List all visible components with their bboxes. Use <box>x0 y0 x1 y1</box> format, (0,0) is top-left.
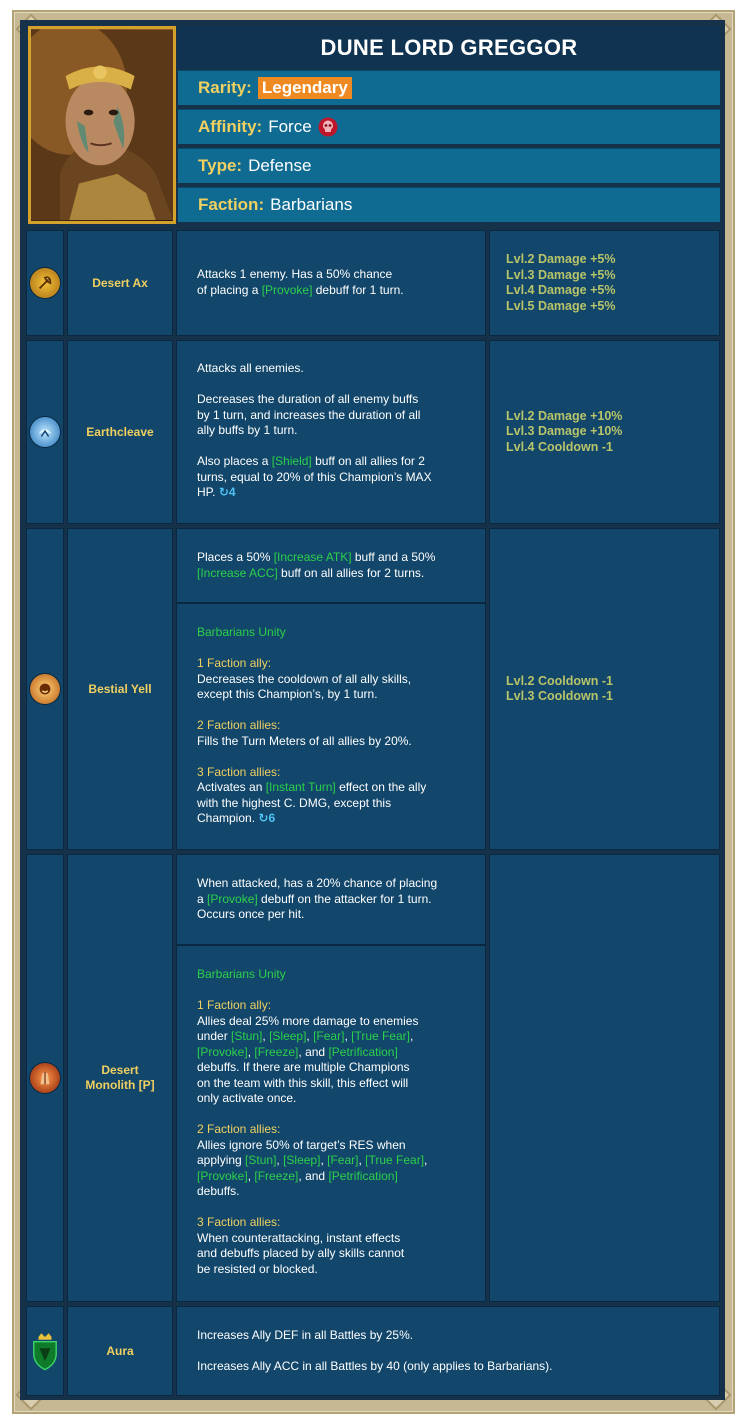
desc-line: with the highest C. DMG, except this <box>197 795 392 810</box>
cooldown-icon: ↻ <box>218 485 229 499</box>
desc-line: by 1 turn, and increases the duration of all <box>197 407 421 422</box>
desc-text: Also places a <box>197 454 272 468</box>
desc-line: Fills the Turn Meters of all allies by 20%. <box>197 733 412 748</box>
desc-text: HP. <box>197 485 216 499</box>
desc-line: debuffs. <box>197 1184 240 1198</box>
increase-acc-buff-term: [Increase ACC] <box>197 565 278 580</box>
level-up-line: Lvl.5 Damage +5% <box>506 298 616 313</box>
force-skull-icon <box>318 117 338 137</box>
cooldown-icon: ↻ <box>258 811 269 825</box>
skill-name: Monolith [P] <box>85 1078 155 1092</box>
skill-icon-cell <box>26 854 64 1302</box>
skill-name: Aura <box>106 1343 134 1358</box>
desc-text: buff on all allies for 2 turns. <box>277 565 425 580</box>
desc-line: except this Champion’s, by 1 turn. <box>197 687 378 701</box>
faction-tier-heading: 2 Faction allies: <box>197 1122 281 1136</box>
rarity-badge: Legendary <box>258 77 352 99</box>
instant-turn-term: [Instant Turn] <box>265 780 336 794</box>
desc-line: Attacks all enemies. <box>197 361 304 375</box>
faction-tier-heading: 1 Faction ally: <box>197 656 272 670</box>
shield-buff-term: [Shield] <box>271 454 312 468</box>
freeze-term: [Freeze] <box>254 1044 299 1059</box>
desc-line: When counterattacking, instant effects <box>197 1230 401 1245</box>
skill-name: Desert Ax <box>92 275 148 290</box>
skill-icon-cell <box>26 230 64 336</box>
skill-name: Bestial Yell <box>88 681 152 696</box>
skill-level-ups <box>489 230 720 336</box>
provoke-term: [Provoke] <box>197 1168 248 1183</box>
skill-level-ups <box>489 340 720 524</box>
level-up-line: Lvl.3 Damage +5% <box>506 267 616 282</box>
provoke-debuff-term: [Provoke] <box>261 282 313 297</box>
sleep-term: [Sleep] <box>283 1153 321 1167</box>
champion-portrait <box>28 26 176 224</box>
faction-row <box>178 187 720 222</box>
desc-line: debuffs. If there are multiple Champions <box>197 1060 410 1074</box>
desc-text: and <box>305 1168 326 1183</box>
champion-name: DUNE LORD GREGGOR <box>320 34 578 60</box>
desc-line: Increases Ally ACC in all Battles by 40 (only applies to Barbarians). <box>197 1359 553 1373</box>
level-up-line: Lvl.3 Damage +10% <box>506 424 623 439</box>
skill-description <box>176 528 486 603</box>
level-up-line: Lvl.3 Cooldown -1 <box>506 689 613 703</box>
yell-icon <box>30 674 60 704</box>
skill-level-ups <box>489 854 720 1302</box>
stun-term: [Stun] <box>231 1029 263 1043</box>
skill-level-ups <box>489 528 720 850</box>
faction-unity-description: Barbarians Unity 1 Faction ally: Allies deal 25% more damage to enemies under [Stun], [Sleep], [Fear], [True Fear], [Provoke], [Freeze], and [Petrification] debuffs. If there are multiple Champions on the team with this skill, this effect will only activate once. 2 Faction allies: Allies ignore 50% of target’s RES when applying [Stun], [Sleep], [Fear], [True Fear], [Provoke], [Freeze], and [Petrification] debuffs. 3 Faction allies: When counterattacking, instant effects and debuffs placed by ally skills cannot be resisted or blocked. <box>176 945 486 1302</box>
freeze-term: [Freeze] <box>254 1168 299 1183</box>
desc-line: Attacks 1 enemy. Has a 50% chance <box>197 267 393 281</box>
desc-text: Places a 50% <box>197 550 274 564</box>
desc-text: buff on all allies for 2 <box>311 454 425 468</box>
desc-line: turns, equal to 20% of this Champion’s MAX <box>197 469 432 484</box>
skill-icon-cell <box>26 528 64 850</box>
skill-description <box>176 340 486 524</box>
faction-tier-heading: 3 Faction allies: <box>197 1215 281 1229</box>
skill-name-cell <box>67 1306 173 1396</box>
petrification-term: [Petrification] <box>328 1168 398 1183</box>
faction-tier-heading: 2 Faction allies: <box>197 718 281 732</box>
level-up-line: Lvl.2 Damage +10% <box>506 408 623 423</box>
desc-text: a <box>197 891 208 906</box>
sleep-term: [Sleep] <box>269 1029 307 1043</box>
petrification-term: [Petrification] <box>328 1044 398 1059</box>
desc-line: Allies deal 25% more damage to enemies <box>197 1013 419 1028</box>
desc-text: and <box>305 1044 326 1059</box>
desc-text: applying <box>197 1153 246 1167</box>
level-up-line: Lvl.4 Cooldown -1 <box>506 439 613 454</box>
aura-description <box>176 1306 720 1396</box>
faction-tier-heading: 1 Faction ally: <box>197 998 272 1012</box>
skill-icon-cell <box>26 340 64 524</box>
desc-text: debuff for 1 turn. <box>312 282 404 297</box>
faction-tier-heading: 3 Faction allies: <box>197 764 281 779</box>
cooldown-value: 6 <box>268 811 276 825</box>
type-value: Defense <box>248 156 312 175</box>
unity-title: Barbarians Unity <box>197 967 286 981</box>
desc-line: and debuffs placed by ally skills cannot <box>197 1246 405 1260</box>
axe-icon <box>30 268 60 298</box>
stun-term: [Stun] <box>245 1153 277 1167</box>
desc-text: Activates an <box>197 780 266 794</box>
skill-icon-cell <box>26 1306 64 1396</box>
desc-line: When attacked, has a 20% chance of placing <box>197 876 438 890</box>
desc-line: ally buffs by 1 turn. <box>197 423 298 437</box>
skill-description <box>176 230 486 336</box>
fear-term: [Fear] <box>327 1153 359 1167</box>
desc-text: debuff on the attacker for 1 turn. <box>257 891 432 906</box>
desc-line: be resisted or blocked. <box>197 1261 318 1276</box>
rarity-label: Rarity: <box>198 78 252 97</box>
level-up-line: Lvl.2 Cooldown -1 <box>506 673 613 688</box>
desc-line: Decreases the duration of all enemy buffs <box>197 392 419 406</box>
provoke-term: [Provoke] <box>197 1044 248 1059</box>
faction-unity-description <box>176 603 486 850</box>
desc-text: of placing a <box>197 282 262 297</box>
desc-line: only activate once. <box>197 1091 297 1105</box>
skill-name-cell <box>67 854 173 1302</box>
unity-title: Barbarians Unity <box>197 625 286 639</box>
desc-line: Occurs once per hit. <box>197 907 305 921</box>
desc-text: under <box>197 1029 232 1043</box>
desc-text: effect on the ally <box>335 780 427 794</box>
skill-name-cell <box>67 230 173 336</box>
level-up-line: Lvl.2 Damage +5% <box>506 252 616 266</box>
true-fear-term: [True Fear] <box>351 1029 411 1043</box>
champion-name-bar <box>178 26 720 69</box>
affinity-value: Force <box>268 117 312 136</box>
affinity-label: Affinity: <box>198 117 263 136</box>
desc-line: Increases Ally DEF in all Battles by 25%. <box>197 1328 414 1342</box>
champion-portrait-art <box>31 29 173 221</box>
skill-name: Earthcleave <box>86 424 154 439</box>
increase-atk-buff-term: [Increase ATK] <box>273 550 352 564</box>
level-up-line: Lvl.4 Damage +5% <box>506 283 616 297</box>
skill-name-cell <box>67 528 173 850</box>
affinity-row <box>178 109 720 144</box>
earth-cleave-icon <box>30 417 60 447</box>
desc-line: Decreases the cooldown of all ally skills, <box>197 671 412 686</box>
desc-text: buff and a 50% <box>351 550 436 564</box>
skill-name-cell <box>67 340 173 524</box>
faction-value: Barbarians <box>270 195 353 214</box>
rarity-row <box>178 70 720 105</box>
faction-label: Faction: <box>198 195 265 214</box>
desc-text: Champion. <box>197 811 256 825</box>
desc-line: on the team with this skill, this effect will <box>197 1075 409 1090</box>
type-label: Type: <box>198 156 243 175</box>
aura-shield-icon <box>31 1331 59 1371</box>
monolith-icon <box>30 1063 60 1093</box>
cooldown-value: 4 <box>228 485 236 499</box>
skill-name: Desert <box>101 1063 139 1077</box>
skill-description <box>176 854 486 945</box>
desc-line: Allies ignore 50% of target’s RES when <box>197 1137 406 1152</box>
fear-term: [Fear] <box>313 1029 345 1043</box>
provoke-debuff-term: [Provoke] <box>207 891 258 906</box>
type-row <box>178 148 720 183</box>
true-fear-term: [True Fear] <box>365 1153 425 1167</box>
